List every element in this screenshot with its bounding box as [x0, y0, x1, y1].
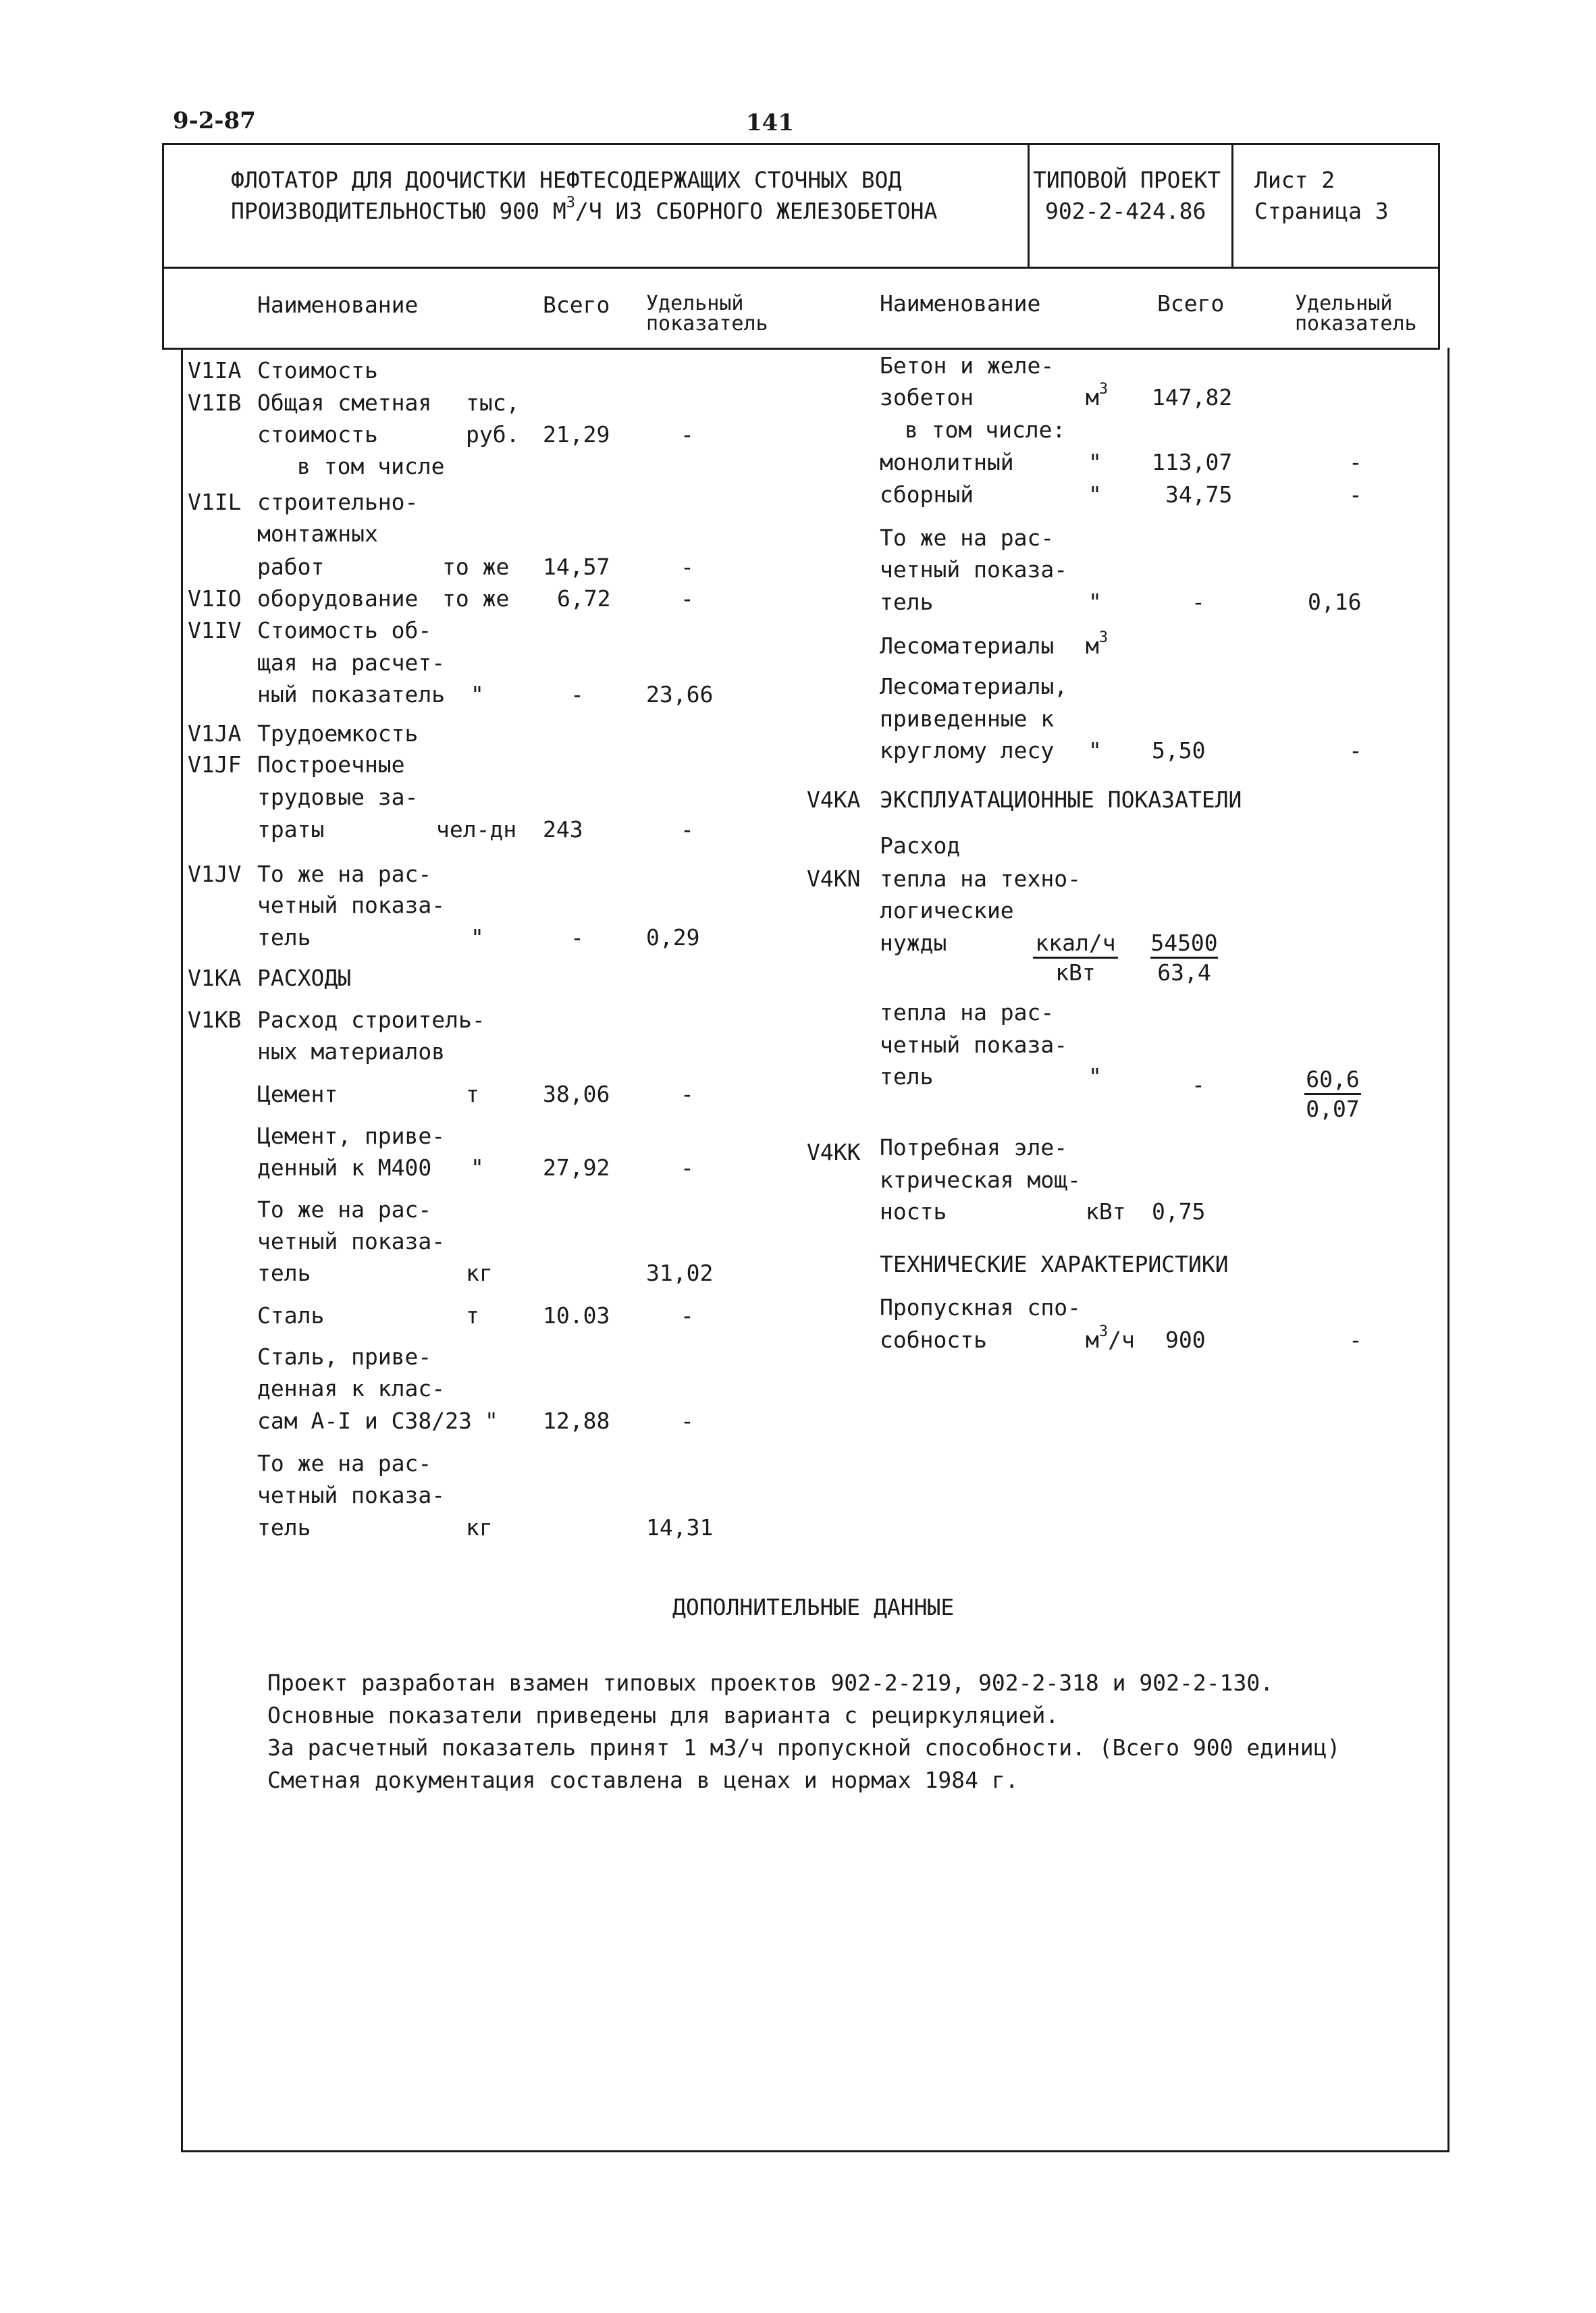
additional-title: ДОПОЛНИТЕЛЬНЫЕ ДАННЫЕ	[672, 1594, 955, 1620]
row-label: ный показатель	[257, 681, 446, 708]
row-code: V1IO	[188, 585, 242, 612]
row-label: Расход	[880, 832, 961, 859]
additional-line: Проект разработан взамен типовых проектов 902-2-219, 902-2-318 и 902-2-130.	[267, 1670, 1274, 1696]
row-label: собность	[880, 1327, 987, 1353]
row-label: в том числе:	[905, 417, 1066, 443]
row-unit: "	[485, 1408, 498, 1434]
row-label: Цемент	[257, 1081, 338, 1107]
row-label: ных материалов	[257, 1038, 446, 1065]
row-specific: -	[681, 421, 694, 448]
row-unit: $м^3$	[1086, 381, 1109, 410]
row-label: денный к М400	[257, 1154, 432, 1181]
row-unit: "	[1088, 449, 1102, 475]
row-specific: -	[681, 1408, 694, 1434]
row-specific: -	[1349, 737, 1362, 764]
row-label: оборудование	[257, 585, 419, 612]
row-label: Лесоматериалы	[880, 633, 1055, 659]
section-heading: ТЕХНИЧЕСКИЕ ХАРАКТЕРИСТИКИ	[880, 1251, 1229, 1277]
row-total: 0,75	[1152, 1198, 1206, 1225]
row-label: сам А-I и С38/23	[257, 1408, 472, 1434]
row-unit: то же	[442, 554, 510, 580]
row-label: четный показа-	[880, 1032, 1068, 1058]
row-unit: $м^3/ч$	[1086, 1323, 1135, 1353]
row-label: Цемент, приве-	[257, 1123, 446, 1149]
row-code: V4KA	[807, 787, 861, 813]
row-unit: кг	[466, 1514, 493, 1541]
header-specific-left-2: показатель	[646, 312, 768, 336]
row-total: 900	[1165, 1327, 1206, 1353]
row-label: монолитный	[880, 449, 1014, 475]
row-label: четный показа-	[880, 556, 1068, 583]
row-unit: "	[1088, 589, 1102, 615]
row-unit: "	[471, 1154, 484, 1181]
row-label: То же на рас-	[257, 1196, 432, 1223]
row-label: Бетон и желе-	[880, 352, 1055, 379]
row-specific: 14,31	[646, 1514, 714, 1541]
row-label: То же на рас-	[257, 1450, 432, 1477]
row-label: работ	[257, 554, 325, 580]
row-code: V1IB	[188, 390, 242, 416]
row-unit: тыс,	[466, 390, 520, 416]
row-unit: то же	[442, 585, 510, 612]
header-specific-right-1: Удельный	[1295, 292, 1393, 315]
header-specific-left-1: Удельный	[646, 292, 744, 315]
row-specific: 0,16	[1308, 589, 1362, 615]
row-label: четный показа-	[257, 1228, 446, 1254]
section-heading: ЭКСПЛУАТАЦИОННЫЕ ПОКАЗАТЕЛИ	[880, 787, 1242, 813]
row-label: приведенные к	[880, 706, 1055, 732]
row-specific: -	[1349, 1327, 1362, 1353]
row-label: сборный	[880, 481, 974, 508]
row-label: траты	[257, 816, 325, 843]
row-label: Пропускная спо-	[880, 1294, 1082, 1321]
specific-heat-fraction: $\frac{60,6}{0,07}$	[1304, 1068, 1361, 1120]
additional-line: За расчетный показатель принят 1 м3/ч пропускной способности. (Всего 900 единиц)	[267, 1734, 1341, 1761]
row-total: 113,07	[1152, 449, 1233, 475]
row-specific: -	[1349, 481, 1362, 508]
row-total: -	[570, 681, 584, 708]
row-total: 147,82	[1152, 384, 1233, 410]
heat-unit-fraction: ккал/ч кВт	[1033, 932, 1118, 984]
row-code: V1JF	[188, 751, 242, 778]
header-specific-right-2: показатель	[1295, 312, 1417, 336]
row-label: тель	[257, 1260, 311, 1286]
row-unit: чел-дн	[436, 816, 517, 843]
row-label: строительно-	[257, 489, 419, 515]
row-specific: -	[1349, 449, 1362, 475]
row-code: V4KK	[807, 1139, 861, 1165]
row-label: зобетон	[880, 384, 974, 410]
row-label: Трудоемкость	[257, 720, 419, 747]
row-unit: т	[466, 1302, 479, 1329]
row-total: -	[570, 924, 584, 951]
section-heading: РАСХОДЫ	[257, 965, 352, 991]
row-label: тель	[880, 589, 934, 615]
row-label: тель	[257, 1514, 311, 1541]
row-label: четный показа-	[257, 892, 446, 918]
row-total: -	[1192, 1071, 1205, 1098]
row-label: Сталь, приве-	[257, 1344, 432, 1370]
row-total: 14,57	[543, 554, 610, 580]
row-code: V4KN	[807, 866, 861, 892]
row-code: V1KB	[188, 1007, 242, 1033]
row-label: Лесоматериалы,	[880, 673, 1068, 699]
row-specific: -	[681, 554, 694, 580]
row-unit: $м^3$	[1086, 629, 1109, 659]
row-label: трудовые за-	[257, 784, 419, 810]
row-label: четный показа-	[257, 1482, 446, 1508]
document-title-line1: ФЛОТАТОР ДЛЯ ДООЧИСТКИ НЕФТЕСОДЕРЖАЩИХ СТОЧНЫХ ВОД	[231, 167, 902, 193]
row-unit: "	[1088, 737, 1102, 764]
row-unit: "	[1088, 481, 1102, 508]
row-label: денная к клас-	[257, 1375, 446, 1402]
header-name-left: Наименование	[257, 292, 419, 318]
row-total: 10.03	[543, 1302, 610, 1329]
row-unit: "	[471, 924, 484, 951]
row-specific: -	[681, 1154, 694, 1181]
row-label: тепла на рас-	[880, 999, 1055, 1026]
row-label: логические	[880, 897, 1014, 924]
row-unit: т	[466, 1081, 479, 1107]
header-total-left: Всего	[543, 292, 610, 318]
row-specific: -	[681, 816, 694, 843]
row-unit: кВт	[1086, 1198, 1126, 1225]
row-code: V1IV	[188, 617, 242, 643]
row-label: То же на рас-	[257, 861, 432, 887]
row-label: тель	[257, 924, 311, 951]
row-label: нужды	[880, 930, 947, 956]
header-total-right: Всего	[1157, 290, 1225, 317]
row-label: щая на расчет-	[257, 649, 446, 676]
project-label: ТИПОВОЙ ПРОЕКТ	[1033, 167, 1221, 193]
row-label: стоимость	[257, 421, 378, 448]
row-total: 6,72	[557, 585, 611, 612]
row-label: Общая сметная	[257, 390, 432, 416]
document-title-line2: ПРОИЗВОДИТЕЛЬНОСТЬЮ 900 $М^3/Ч$ ИЗ СБОРНОГО ЖЕЛЕЗОБЕТОНА	[231, 194, 938, 224]
row-label: в том числе	[297, 453, 445, 479]
row-specific: -	[681, 585, 694, 612]
additional-line: Основные показатели приведены для варианта с рециркуляцией.	[267, 1702, 1059, 1728]
row-code: V1IL	[188, 489, 242, 515]
row-label: Стоимость об-	[257, 617, 432, 643]
row-label: Стоимость	[257, 357, 378, 383]
row-specific: 31,02	[646, 1260, 714, 1286]
row-label: Потребная эле-	[880, 1134, 1068, 1161]
row-label: Построечные	[257, 751, 405, 778]
row-label: монтажных	[257, 521, 378, 547]
row-specific: -	[681, 1081, 694, 1107]
row-label: Расход строитель-	[257, 1007, 485, 1033]
row-total: 27,92	[543, 1154, 610, 1181]
header-name-right: Наименование	[880, 290, 1041, 317]
row-label: То же на рас-	[880, 525, 1055, 551]
heat-value-fraction: $\frac{54500}{63,4}$	[1150, 930, 1218, 986]
row-code: V1KA	[188, 965, 242, 991]
document-code: 9-2-87	[173, 107, 256, 134]
row-total: 34,75	[1165, 481, 1233, 508]
row-specific: -	[681, 1302, 694, 1329]
row-total: 5,50	[1152, 737, 1206, 764]
row-label: ктрическая мощ-	[880, 1167, 1082, 1193]
row-total: 12,88	[543, 1408, 610, 1434]
row-label: Сталь	[257, 1302, 325, 1329]
row-code: V1JA	[188, 720, 242, 747]
row-label: тепла на техно-	[880, 866, 1082, 892]
row-specific: 0,29	[646, 924, 700, 951]
row-total: 243	[543, 816, 583, 843]
row-label: тель	[880, 1063, 934, 1090]
row-label: ность	[880, 1198, 947, 1225]
page-label: Страница 3	[1254, 198, 1389, 224]
row-total: 38,06	[543, 1081, 610, 1107]
sheet-number: Лист 2	[1254, 167, 1335, 193]
row-unit: "	[471, 681, 484, 708]
row-code: V1IA	[188, 357, 242, 383]
row-unit: кг	[466, 1260, 493, 1286]
row-total: -	[1192, 589, 1205, 615]
project-number: 902-2-424.86	[1045, 198, 1206, 224]
row-label: круглому лесу	[880, 737, 1055, 764]
row-code: V1JV	[188, 861, 242, 887]
additional-line: Сметная документация составлена в ценах и нормах 1984 г.	[267, 1767, 1019, 1793]
row-unit: руб.	[466, 421, 520, 448]
page-number: 141	[746, 109, 794, 136]
row-unit: "	[1088, 1063, 1102, 1090]
row-specific: 23,66	[646, 681, 714, 708]
row-total: 21,29	[543, 421, 610, 448]
